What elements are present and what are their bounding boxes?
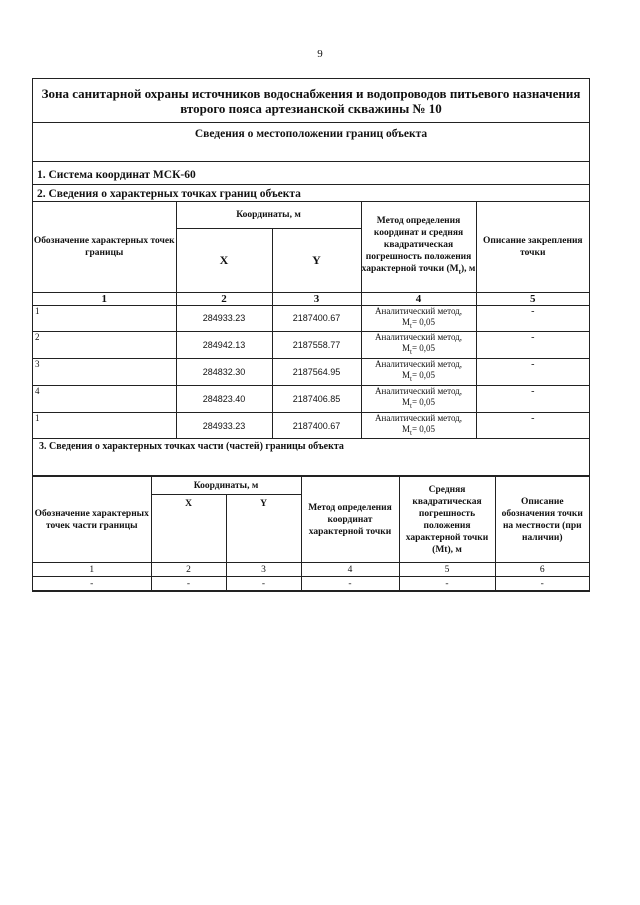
coord-y: 2187400.67	[272, 305, 361, 332]
col-number: 2	[176, 292, 272, 305]
coord-x: 284933.23	[176, 305, 272, 332]
coord-x: 284942.13	[176, 332, 272, 359]
document-frame	[32, 78, 590, 592]
method-cell	[361, 332, 476, 359]
header-coordinates: Координаты, м	[151, 477, 301, 495]
method-text: Аналитический метод,	[375, 305, 463, 316]
header-method-mt: (M	[446, 264, 459, 275]
coord-system-label: 1. Система координат МСК-60	[33, 162, 589, 185]
coord-y: 2187558.77	[272, 332, 361, 359]
section-heading: Сведения о местоположении границ объекта	[33, 123, 589, 162]
coord-x: 284823.40	[176, 385, 272, 412]
boundary-points-table	[33, 202, 589, 439]
mt-value: = 0,05	[411, 370, 436, 381]
point-description: -	[476, 305, 589, 332]
mt-sub: t	[410, 374, 412, 383]
col-number: 4	[301, 563, 399, 577]
col-number: 6	[495, 563, 589, 577]
page-number: 9	[317, 48, 323, 60]
mt-value: = 0,05	[411, 396, 436, 407]
col-number: 2	[151, 563, 226, 577]
empty-value: -	[495, 577, 589, 591]
header-method	[361, 202, 476, 292]
table-row	[33, 385, 589, 412]
header-coordinates: Координаты, м	[176, 202, 361, 228]
col-number: 1	[33, 563, 151, 577]
table-row	[33, 412, 589, 439]
section2-label: 2. Сведения о характерных точках границ объекта	[33, 185, 589, 202]
mt-value: = 0,05	[411, 343, 436, 354]
point-id: 2	[33, 332, 176, 359]
mt-sub: t	[410, 321, 412, 330]
empty-value: -	[226, 577, 301, 591]
mt-symbol: M	[401, 396, 410, 407]
mt-sub: t	[410, 428, 412, 437]
point-id: 1	[33, 412, 176, 439]
column-numbers-row	[33, 292, 589, 305]
table-row	[33, 359, 589, 386]
point-id: 1	[33, 305, 176, 332]
point-id: 4	[33, 385, 176, 412]
empty-value: -	[301, 577, 399, 591]
point-description: -	[476, 385, 589, 412]
coord-x: 284832.30	[176, 359, 272, 386]
mt-value: = 0,05	[411, 423, 436, 434]
header-method: Метод определения координат характерной точки	[301, 477, 399, 563]
col-number: 4	[361, 292, 476, 305]
document-title: Зона санитарной охраны источников водоснабжения и водопроводов питьевого назначения второго пояса артезианской скважины № 10	[33, 79, 589, 123]
empty-value: -	[399, 577, 495, 591]
table-row	[33, 305, 589, 332]
point-description: -	[476, 359, 589, 386]
method-cell	[361, 385, 476, 412]
mt-sub: t	[410, 348, 412, 357]
coord-x: 284933.23	[176, 412, 272, 439]
header-point-designation: Обозначение характерных точек границы	[33, 202, 176, 292]
header-x: X	[176, 228, 272, 292]
header-point-designation: Обозначение характерных точек части границы	[33, 477, 151, 563]
method-text: Аналитический метод,	[375, 385, 463, 396]
method-cell	[361, 359, 476, 386]
col-number: 1	[33, 292, 176, 305]
point-description: -	[476, 332, 589, 359]
column-numbers-row	[33, 563, 589, 577]
table-row	[33, 332, 589, 359]
part-points-table	[33, 476, 589, 591]
header-description: Описание закрепления точки	[476, 202, 589, 292]
empty-value: -	[33, 577, 151, 591]
method-cell	[361, 305, 476, 332]
method-text: Аналитический метод,	[375, 412, 463, 423]
mt-sub: t	[410, 401, 412, 410]
mt-symbol: M	[401, 343, 410, 354]
empty-value: -	[151, 577, 226, 591]
header-y: Y	[272, 228, 361, 292]
col-number: 5	[476, 292, 589, 305]
section3-label: 3. Сведения о характерных точках части (частей) границы объекта	[33, 439, 589, 476]
header-y: Y	[226, 495, 301, 563]
header-description: Описание обозначения точки на местности (при наличии)	[495, 477, 589, 563]
header-method-mt-sub: t	[458, 268, 461, 277]
mt-symbol: M	[401, 370, 410, 381]
method-cell	[361, 412, 476, 439]
col-number: 3	[272, 292, 361, 305]
mt-symbol: M	[401, 316, 410, 327]
coord-y: 2187400.67	[272, 412, 361, 439]
method-text: Аналитический метод,	[375, 332, 463, 343]
coord-y: 2187564.95	[272, 359, 361, 386]
col-number: 3	[226, 563, 301, 577]
method-text: Аналитический метод,	[375, 359, 463, 370]
coord-y: 2187406.85	[272, 385, 361, 412]
mt-value: = 0,05	[411, 316, 436, 327]
header-error: Средняя квадратическая погрешность положения характерной точки (Mt), м	[399, 477, 495, 563]
header-method-text: Метод определения координат и средняя квадратическая погрешность положения характерной точки	[361, 216, 472, 275]
point-description: -	[476, 412, 589, 439]
mt-symbol: M	[401, 423, 410, 434]
point-id: 3	[33, 359, 176, 386]
col-number: 5	[399, 563, 495, 577]
header-method-mt-end: ), м	[460, 264, 476, 275]
header-x: X	[151, 495, 226, 563]
table-row	[33, 577, 589, 591]
